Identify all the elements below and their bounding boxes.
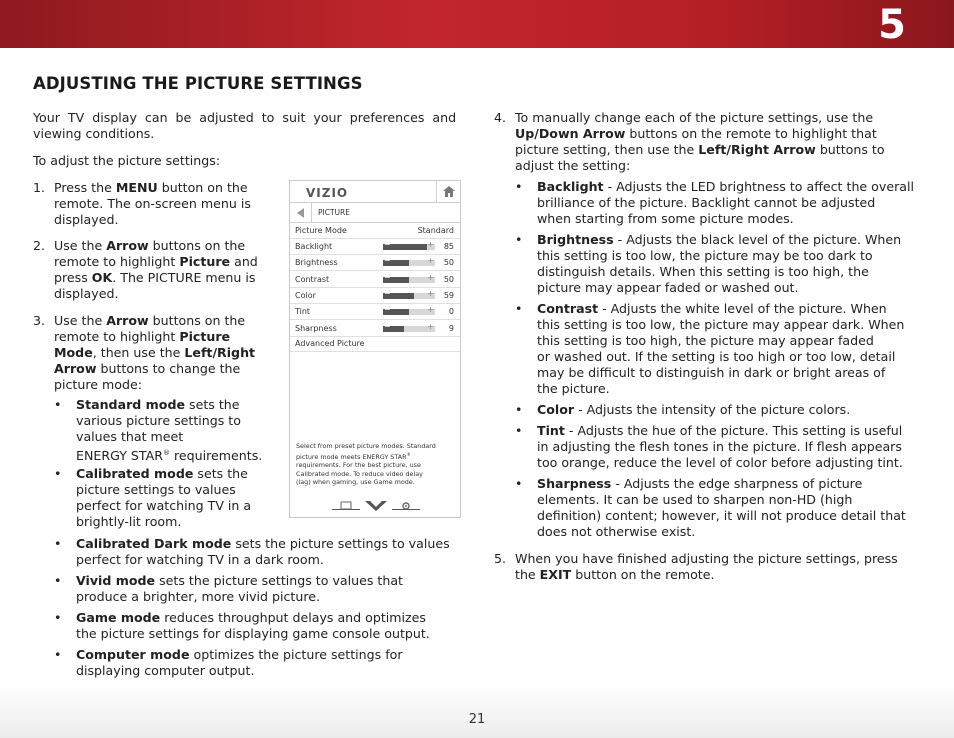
step-number: 1. — [33, 180, 46, 195]
intro-line: Your TV display can be adjusted to suit your preferences and — [33, 110, 457, 125]
tv-row-value: 50 — [443, 258, 454, 268]
tv-menu-header — [290, 181, 460, 203]
back-arrow-icon — [290, 203, 312, 222]
mode-standard: • Standard mode sets the various picture settings to values that meet ENERGY STAR® requirements. — [76, 397, 262, 464]
page-number: 21 — [468, 712, 486, 727]
tv-row-slider — [383, 305, 435, 315]
plus-icon: + — [427, 288, 434, 298]
mode-calibrated: • Calibrated mode sets the picture settings to values perfect for watching TV in a brightly-lit room. — [76, 466, 251, 530]
tv-menu-footer — [332, 497, 420, 511]
plus-icon: + — [427, 256, 434, 266]
setting-backlight: • Backlight - Adjusts the LED brightness to affect the overall brilliance of the picture. Backlight cannot be adjusted when starting from some picture modes. — [537, 179, 914, 227]
tv-row-value: 50 — [443, 274, 454, 284]
intro-lead: To adjust the picture settings: — [33, 153, 221, 168]
tv-row-label: Tint — [295, 307, 311, 317]
tv-menu-row-sharpness — [290, 321, 460, 337]
tv-row-label: Sharpness — [295, 323, 337, 333]
tv-row-slider — [383, 240, 435, 250]
tv-row-label: Backlight — [295, 242, 333, 251]
vizio-v-icon — [362, 497, 390, 510]
tv-menu-row-tint — [290, 304, 460, 320]
tv-row-label: Picture Mode — [295, 226, 347, 235]
tv-row-slider — [383, 288, 435, 299]
minus-icon: − — [384, 288, 391, 298]
tv-row-value: 59 — [443, 290, 454, 300]
tv-row-label: Brightness — [295, 258, 338, 268]
tv-row-value: 85 — [443, 242, 454, 251]
footer-band — [0, 684, 954, 738]
tv-menu-row-brightness — [290, 255, 460, 271]
tv-row-slider — [383, 272, 435, 283]
step-number: 2. — [33, 238, 46, 253]
tv-row-value: 9 — [448, 323, 454, 333]
tv-menu-breadcrumb — [290, 203, 460, 223]
step-number: 3. — [33, 313, 46, 328]
intro-line: viewing conditions. — [33, 126, 155, 141]
tv-row-slider — [383, 321, 435, 332]
tv-row-value: Standard — [417, 226, 454, 235]
intro-paragraph — [33, 110, 463, 142]
tv-menu-row-contrast — [290, 272, 460, 288]
setting-brightness: • Brightness - Adjusts the black level of the picture. When this setting is too low, the picture may be too dark to distinguish details. When this setting is too high, the picture may appear faded or washed out. — [537, 232, 901, 296]
vizio-logo: VIZIO — [306, 186, 349, 200]
setting-color: • Color - Adjusts the intensity of the picture colors. — [537, 402, 850, 418]
minus-icon: − — [384, 256, 391, 266]
tv-menu-row-backlight — [290, 239, 460, 255]
section-title: ADJUSTING THE PICTURE SETTINGS — [33, 74, 363, 93]
step-2: Use the Arrow buttons on the remote to highlight Picture and press OK. The PICTURE menu is displayed. — [54, 238, 258, 301]
tv-menu-row-color — [290, 288, 460, 304]
step-number: 5. — [494, 551, 507, 566]
chapter-number: 5 — [878, 2, 906, 48]
tv-menu-description: Select from preset picture modes. Standard picture mode meets ENERGY STAR® requirements. For the best picture, use Calibrated mode. To reduce video delay (lag) when gaming, use Game mode. — [296, 442, 436, 487]
tv-row-slider — [383, 256, 435, 266]
tv-menu-screenshot — [289, 180, 461, 518]
tv-menu-title: PICTURE — [318, 208, 350, 217]
minus-icon: − — [384, 305, 391, 315]
plus-icon: + — [427, 272, 434, 282]
tv-menu-picture-mode — [290, 223, 460, 239]
picture-size-icon — [332, 497, 360, 510]
plus-icon: + — [427, 240, 434, 249]
step-3: Use the Arrow buttons on the remote to highlight Picture Mode, then use the Left/Right Arrow buttons to change the picture mode: — [54, 313, 256, 392]
step-5: When you have finished adjusting the picture settings, press the EXIT button on the remote. — [515, 551, 898, 582]
home-icon — [436, 181, 460, 203]
minus-icon: − — [384, 240, 391, 249]
tv-row-label: Advanced Picture — [295, 339, 365, 348]
header-band — [0, 0, 954, 48]
step-number: 4. — [494, 110, 507, 125]
step-4: To manually change each of the picture settings, use the Up/Down Arrow buttons on the remote to highlight that picture setting, then use the Left/Right Arrow buttons to adjust the setting: — [515, 110, 885, 173]
mode-vivid: • Vivid mode sets the picture settings to values that produce a brighter, more vivid picture. — [76, 573, 403, 605]
step-1: Press the MENU button on the remote. The on-screen menu is displayed. — [54, 180, 251, 227]
minus-icon: − — [384, 321, 391, 331]
setting-contrast: • Contrast - Adjusts the white level of the picture. When this setting is too low, the picture may appear dark. When this setting is too high, the picture may appear faded or washed out. If the setting is too high or too low, detail may be difficult to distinguish in dark or bright areas of the picture. — [537, 301, 904, 397]
mode-calibrated-dark: • Calibrated Dark mode sets the picture settings to values perfect for watching TV in a dark room. — [76, 536, 450, 568]
plus-icon: + — [427, 321, 434, 331]
gear-icon — [392, 497, 420, 510]
tv-row-label: Color — [295, 290, 316, 300]
setting-sharpness: • Sharpness - Adjusts the edge sharpness of picture elements. It can be used to sharpen non-HD (high definition) content; however, it will not produce detail that does not otherwise exist. — [537, 476, 906, 540]
plus-icon: + — [427, 305, 434, 315]
tv-row-label: Contrast — [295, 274, 330, 284]
setting-tint: • Tint - Adjusts the hue of the picture. This setting is useful in adjusting the flesh tones in the picture. If flesh appears too orange, reduce the level of color before adjusting tint. — [537, 423, 903, 471]
mode-computer: • Computer mode optimizes the picture settings for displaying computer output. — [76, 647, 403, 679]
tv-row-value: 0 — [448, 307, 454, 317]
tv-menu-advanced-picture — [290, 336, 460, 352]
minus-icon: − — [384, 272, 391, 282]
mode-game: • Game mode reduces throughput delays and optimizes the picture settings for displaying game console output. — [76, 610, 430, 642]
